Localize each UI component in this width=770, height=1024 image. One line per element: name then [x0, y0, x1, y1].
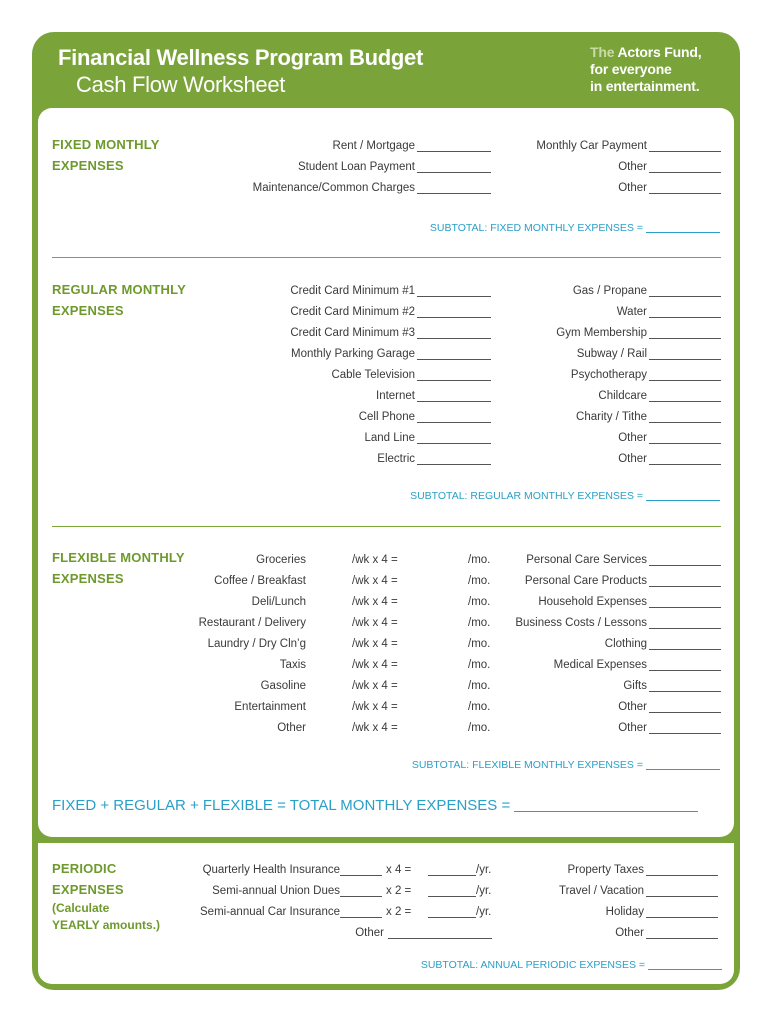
blank-field[interactable]	[649, 443, 721, 444]
per-year-label: /yr.	[476, 885, 492, 897]
field-label: Medical Expenses	[553, 659, 647, 671]
field-label: Other	[618, 432, 647, 444]
blank-field[interactable]	[646, 917, 718, 918]
form-row	[491, 657, 721, 673]
field-label: Holiday	[605, 906, 644, 918]
field-label: Credit Card Minimum #2	[290, 306, 415, 318]
blank-field[interactable]	[649, 401, 721, 402]
form-row	[160, 573, 492, 589]
form-row	[211, 283, 491, 299]
field-label: Entertainment	[234, 701, 306, 713]
field-label: Water	[616, 306, 647, 318]
form-row	[211, 304, 491, 320]
field-label: Other	[615, 927, 644, 939]
per-month-label: /mo.	[468, 638, 491, 650]
fixed-subtotal: SUBTOTAL: FIXED MONTHLY EXPENSES =	[430, 222, 720, 234]
form-row	[491, 636, 721, 652]
field-label: Personal Care Products	[524, 575, 647, 587]
regular-subtotal-field[interactable]	[646, 500, 720, 501]
per-month-label: /mo.	[468, 701, 491, 713]
field-label: Other	[355, 927, 384, 939]
blank-field[interactable]	[649, 649, 721, 650]
yearly-field[interactable]	[428, 875, 476, 876]
field-label: Semi-annual Union Dues	[212, 885, 340, 897]
form-row	[501, 451, 721, 467]
field-label: Groceries	[256, 554, 306, 566]
form-row	[491, 552, 721, 568]
blank-field[interactable]	[417, 422, 491, 423]
form-row	[498, 883, 718, 899]
form-row	[211, 159, 491, 175]
periodic-heading: PERIODIC EXPENSES	[52, 861, 124, 897]
blank-field[interactable]	[417, 380, 491, 381]
total-monthly: FIXED + REGULAR + FLEXIBLE = TOTAL MONTHLY EXPENSES =	[52, 797, 698, 814]
per-week-label: /wk x 4 =	[352, 722, 398, 734]
per-year-label: /yr.	[476, 864, 492, 876]
form-row	[501, 325, 721, 341]
form-row	[501, 346, 721, 362]
form-row	[211, 430, 491, 446]
blank-field[interactable]	[649, 193, 721, 194]
per-month-label: /mo.	[468, 554, 491, 566]
periodic-subtotal: SUBTOTAL: ANNUAL PERIODIC EXPENSES =	[421, 959, 722, 971]
per-week-label: /wk x 4 =	[352, 554, 398, 566]
form-row	[211, 409, 491, 425]
form-row	[491, 573, 721, 589]
field-label: Cable Television	[331, 369, 415, 381]
blank-field[interactable]	[417, 193, 491, 194]
regular-subtotal: SUBTOTAL: REGULAR MONTHLY EXPENSES =	[410, 490, 720, 502]
field-label: Childcare	[598, 390, 647, 402]
field-label: Quarterly Health Insurance	[202, 864, 340, 876]
blank-field[interactable]	[417, 172, 491, 173]
form-row	[160, 678, 492, 694]
field-label: Land Line	[364, 432, 415, 444]
field-label: Maintenance/Common Charges	[252, 182, 415, 194]
blank-field[interactable]	[417, 151, 491, 152]
form-row	[211, 180, 491, 196]
regular-heading: REGULAR MONTHLY EXPENSES	[52, 282, 186, 318]
amount-field[interactable]	[340, 896, 382, 897]
flexible-subtotal-field[interactable]	[646, 769, 720, 770]
field-label: Charity / Tithe	[576, 411, 647, 423]
form-row	[501, 138, 721, 154]
flexible-heading: FLEXIBLE MONTHLY EXPENSES	[52, 550, 185, 586]
blank-field[interactable]	[417, 359, 491, 360]
per-week-label: /wk x 4 =	[352, 638, 398, 650]
blank-field[interactable]	[649, 607, 721, 608]
form-row	[190, 862, 492, 878]
form-row	[211, 388, 491, 404]
form-row	[501, 180, 721, 196]
form-row	[211, 367, 491, 383]
field-label: Cell Phone	[358, 411, 415, 423]
form-row	[190, 883, 492, 899]
field-label: Semi-annual Car Insurance	[200, 906, 340, 918]
blank-field[interactable]	[649, 628, 721, 629]
flexible-subtotal: SUBTOTAL: FLEXIBLE MONTHLY EXPENSES =	[412, 759, 720, 771]
per-week-label: /wk x 4 =	[352, 617, 398, 629]
field-label: Household Expenses	[538, 596, 647, 608]
form-row	[501, 367, 721, 383]
field-label: Gasoline	[260, 680, 306, 692]
form-row	[211, 325, 491, 341]
blank-field[interactable]	[649, 317, 721, 318]
per-month-label: /mo.	[468, 617, 491, 629]
form-row	[501, 304, 721, 320]
yearly-field[interactable]	[428, 917, 476, 918]
per-month-label: /mo.	[468, 722, 491, 734]
field-label: Psychotherapy	[570, 369, 647, 381]
form-row	[211, 138, 491, 154]
worksheet-subtitle: Cash Flow Worksheet	[76, 72, 286, 97]
per-month-label: /mo.	[468, 596, 491, 608]
per-week-label: /wk x 4 =	[352, 659, 398, 671]
blank-field[interactable]	[649, 691, 721, 692]
per-week-label: /wk x 4 =	[352, 575, 398, 587]
form-row	[501, 409, 721, 425]
form-row	[491, 678, 721, 694]
per-week-label: /wk x 4 =	[352, 596, 398, 608]
form-row	[501, 159, 721, 175]
field-label: Electric	[377, 453, 415, 465]
field-label: Other	[618, 182, 647, 194]
field-label: Subway / Rail	[576, 348, 647, 360]
field-label: Other	[277, 722, 306, 734]
blank-field[interactable]	[417, 296, 491, 297]
blank-field[interactable]	[649, 338, 721, 339]
brand-the: The	[590, 44, 615, 60]
field-label: Clothing	[604, 638, 647, 650]
field-label: Business Costs / Lessons	[515, 617, 647, 629]
field-label: Other	[618, 701, 647, 713]
blank-field[interactable]	[649, 565, 721, 566]
actors-fund-logo	[590, 44, 701, 95]
blank-field[interactable]	[649, 712, 721, 713]
form-row	[498, 904, 718, 920]
amount-field[interactable]	[340, 917, 382, 918]
form-row	[491, 615, 721, 631]
divider	[52, 257, 721, 258]
form-row	[501, 430, 721, 446]
total-monthly-field[interactable]	[514, 811, 698, 812]
field-label: Monthly Car Payment	[536, 140, 647, 152]
form-row	[491, 594, 721, 610]
form-row	[211, 451, 491, 467]
blank-field[interactable]	[649, 380, 721, 381]
form-row	[160, 699, 492, 715]
form-row	[190, 904, 492, 920]
fixed-heading: FIXED MONTHLY EXPENSES	[52, 137, 160, 173]
field-label: Student Loan Payment	[298, 161, 415, 173]
multiplier-label: x 2 =	[386, 885, 412, 897]
field-label: Restaurant / Delivery	[198, 617, 306, 629]
field-label: Gifts	[623, 680, 647, 692]
yearly-field[interactable]	[428, 896, 476, 897]
fixed-subtotal-field[interactable]	[646, 232, 720, 233]
form-row	[160, 636, 492, 652]
blank-field[interactable]	[649, 172, 721, 173]
blank-field[interactable]	[649, 296, 721, 297]
blank-field[interactable]	[417, 464, 491, 465]
blank-field[interactable]	[646, 896, 718, 897]
blank-field[interactable]	[417, 317, 491, 318]
form-row	[498, 862, 718, 878]
blank-field[interactable]	[649, 422, 721, 423]
field-label: Personal Care Services	[526, 554, 647, 566]
blank-field[interactable]	[649, 586, 721, 587]
blank-field[interactable]	[417, 401, 491, 402]
form-row	[160, 552, 492, 568]
multiplier-label: x 4 =	[386, 864, 412, 876]
form-row	[211, 346, 491, 362]
field-label: Travel / Vacation	[558, 885, 644, 897]
field-label: Coffee / Breakfast	[214, 575, 306, 587]
brand-line2: for everyone	[590, 61, 672, 77]
divider	[52, 526, 721, 527]
field-label: Rent / Mortgage	[332, 140, 415, 152]
worksheet-title: Financial Wellness Program Budget	[58, 45, 424, 70]
blank-field[interactable]	[649, 151, 721, 152]
form-row	[160, 594, 492, 610]
blank-field[interactable]	[417, 338, 491, 339]
per-month-label: /mo.	[468, 575, 491, 587]
field-label: Internet	[376, 390, 415, 402]
field-label: Other	[618, 161, 647, 173]
field-label: Property Taxes	[567, 864, 644, 876]
form-row	[491, 720, 721, 736]
form-row	[190, 925, 492, 941]
brand-line3: in entertainment.	[590, 78, 700, 94]
form-row	[160, 720, 492, 736]
per-week-label: /wk x 4 =	[352, 701, 398, 713]
periodic-subtotal-field[interactable]	[648, 969, 722, 970]
field-label: Credit Card Minimum #3	[290, 327, 415, 339]
field-label: Laundry / Dry Cln’g	[207, 638, 306, 650]
per-year-label: /yr.	[476, 906, 492, 918]
blank-field[interactable]	[649, 670, 721, 671]
blank-field[interactable]	[388, 938, 492, 939]
per-week-label: /wk x 4 =	[352, 680, 398, 692]
form-row	[160, 615, 492, 631]
brand-line1: Actors Fund,	[617, 44, 702, 60]
blank-field[interactable]	[646, 938, 718, 939]
per-month-label: /mo.	[468, 680, 491, 692]
blank-field[interactable]	[649, 464, 721, 465]
periodic-note: (Calculate YEARLY amounts.)	[52, 901, 161, 932]
blank-field[interactable]	[649, 359, 721, 360]
form-row	[498, 925, 718, 941]
amount-field[interactable]	[340, 875, 382, 876]
field-label: Other	[618, 722, 647, 734]
field-label: Other	[618, 453, 647, 465]
form-row	[160, 657, 492, 673]
multiplier-label: x 2 =	[386, 906, 412, 918]
field-label: Credit Card Minimum #1	[290, 285, 415, 297]
blank-field[interactable]	[417, 443, 491, 444]
field-label: Gym Membership	[556, 327, 647, 339]
blank-field[interactable]	[649, 733, 721, 734]
form-row	[491, 699, 721, 715]
form-row	[501, 283, 721, 299]
field-label: Taxis	[279, 659, 306, 671]
blank-field[interactable]	[646, 875, 718, 876]
field-label: Deli/Lunch	[251, 596, 306, 608]
field-label: Gas / Propane	[572, 285, 647, 297]
per-month-label: /mo.	[468, 659, 491, 671]
form-row	[501, 388, 721, 404]
field-label: Monthly Parking Garage	[290, 348, 415, 360]
